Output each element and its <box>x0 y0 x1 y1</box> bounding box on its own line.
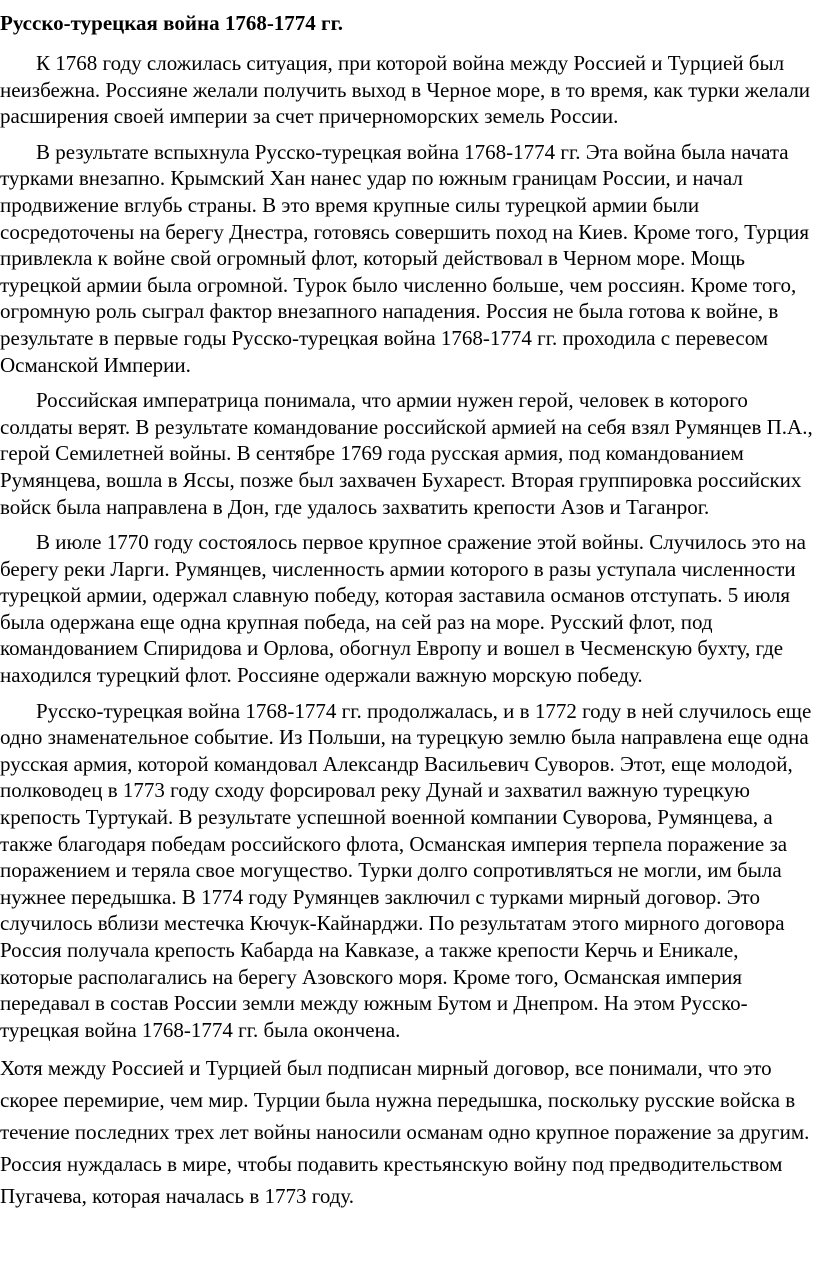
document-title: Русско-турецкая война 1768-1774 гг. <box>0 11 344 35</box>
paragraph: Хотя между Россией и Турцией был подписан мирный договор, все понимали, что это скорее перемирие, чем мир. Турции была нужна передышка, поскольку русские войска в течение последних трех лет войны наносили османам одно крупное поражение за другим. Россия нуждалась в мире, чтобы подавить крестьянскую войну под предводительством Пугачева, которая началась в 1773 году. <box>0 1056 810 1209</box>
paragraph: В результате вспыхнула Русско-турецкая война 1768-1774 гг. Эта война была начата турками внезапно. Крымский Хан нанес удар по южным границам России, и начал продвижение вглубь страны. В это время крупные силы турецкой армии были сосредоточены на берегу Днестра, готовясь совершить поход на Киев. Кроме того, Турция привлекла к войне свой огромный флот, который действовал в Черном море. Мощь турецкой армии была огромной. Турок было численно больше, чем россиян. Кроме того, огромную роль сыграл фактор внезапного нападения. Россия не была готова к войне, в результате в первые годы Русско-турецкая война 1768-1774 гг. проходила с перевесом Османской Империи. <box>0 139 810 377</box>
paragraph: Русско-турецкая война 1768-1774 гг. продолжалась, и в 1772 году в ней случилось еще одно знаменательное событие. Из Польши, на турецкую землю была направлена еще одна русская армия, которой командовал Александр Васильевич Суворов. Этот, еще молодой, полководец в 1773 году сходу форсировал реку Дунай и захватил важную турецкую крепость Туртукай. В результате успешной военной компании Суворова, Румянцева, а также благодаря победам российского флота, Османская империя терпела поражение за поражением и теряла свое могущество. Турки долго сопротивляться не могли, им была нужнее передышка. В 1774 году Румянцев заключил с турками мирный договор. Это случилось вблизи местечка Кючук-Кайнарджи. По результатам этого мирного договора Россия получала крепость Кабарда на Кавказе, а также крепости Керчь и Еникале, которые располагались на берегу Азовского моря. Кроме того, Османская империя передавал в состав России земли между южным Бутом и Днепром. На этом Русско-турецкая война 1768-1774 гг. была окончена. <box>0 698 812 1042</box>
paragraph: Российская императрица понимала, что армии нужен герой, человек в которого солдаты верят. В результате командование российской армией на себя взял Румянцев П.А., герой Семилетней войны. В сентябре 1769 года русская армия, под командованием Румянцева, вошла в Яссы, позже был захвачен Бухарест. Вторая группировка российских войск была направлена в Дон, где удалось захватить крепости Азов и Таганрог. <box>0 388 813 519</box>
paragraph: В июле 1770 году состоялось первое крупное сражение этой войны. Случилось это на берегу реки Ларги. Румянцев, численность армии которого в разы уступала численности турецкой армии, одержал славную победу, которая заставила османов отступать. 5 июля была одержана еще одна крупная победа, на сей раз на море. Русский флот, под командованием Спиридова и Орлова, обогнул Европу и вошел в Чесменскую бухту, где находился турецкий флот. Россияне одержали важную морскую победу. <box>0 530 806 688</box>
paragraph: К 1768 году сложилась ситуация, при которой война между Россией и Турцией был неизбежна. Россияне желали получить выход в Черное море, в то время, как турки желали расширения своей империи за счет причерноморских земель России. <box>0 51 811 129</box>
